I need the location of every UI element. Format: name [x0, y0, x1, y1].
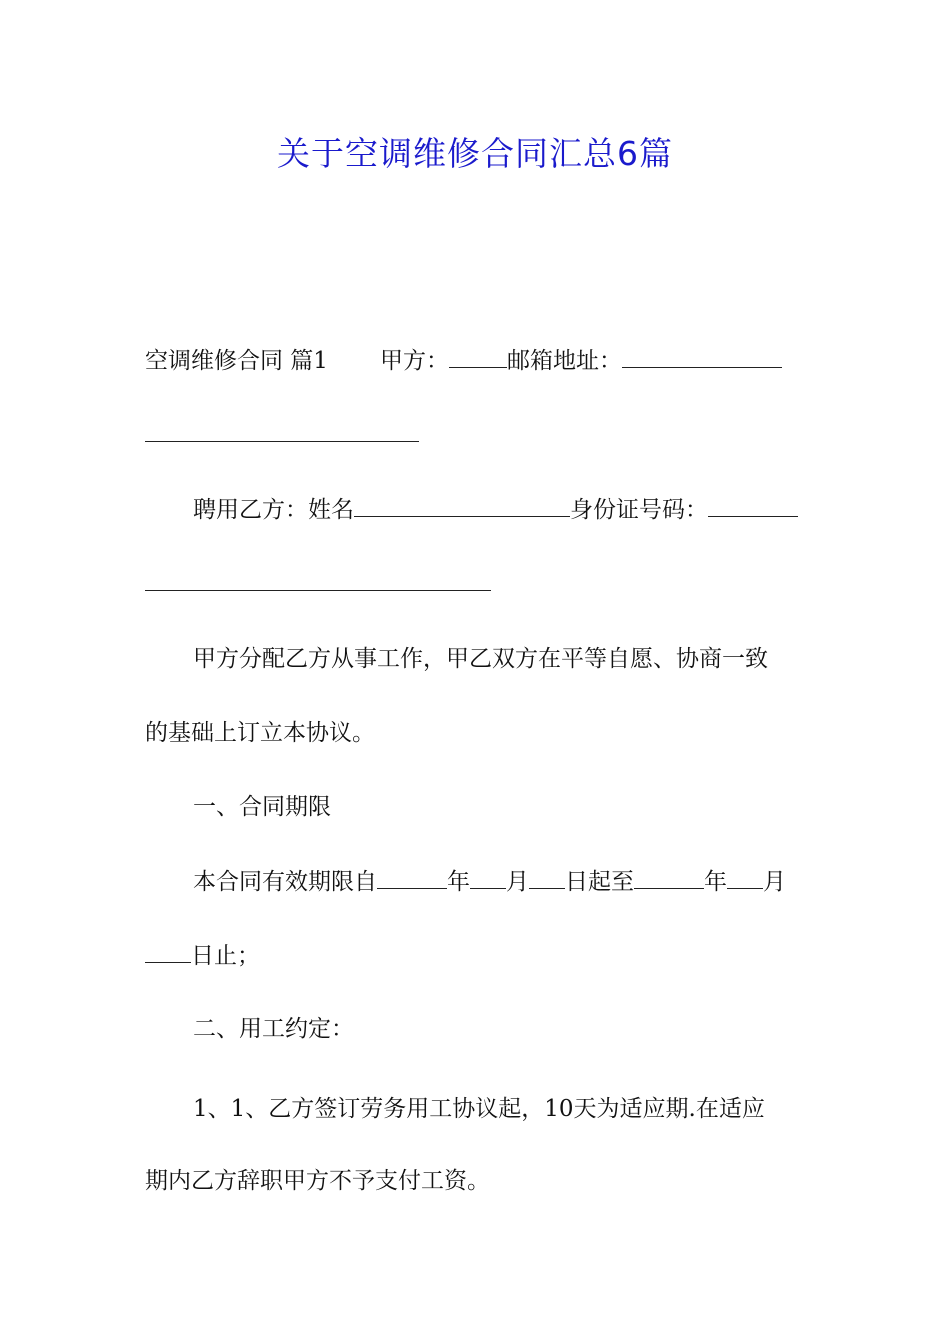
- party-b-line: [193, 494, 807, 525]
- id-number-label: 身份证号码：: [570, 497, 708, 523]
- end-month-label: 月: [763, 869, 786, 895]
- end-day-blank: [145, 940, 191, 963]
- end-year-label: 年: [704, 869, 727, 895]
- probation-clause-line-1: 1、1、乙方签订劳务用工协议起，10天为适应期.在适应: [193, 1096, 765, 1122]
- contract-term-end-line: [145, 940, 807, 971]
- start-year-blank: [377, 866, 447, 889]
- party-a-blank: [449, 345, 507, 368]
- mail-address-label: 邮箱地址：: [506, 348, 622, 374]
- section-employment-terms: 二、用工约定：: [193, 1016, 354, 1042]
- start-day-blank: [529, 866, 565, 889]
- agreement-intro-line-1: 甲方分配乙方从事工作，甲乙双方在平等自愿、协商一致: [193, 646, 768, 672]
- end-month-blank: [727, 866, 763, 889]
- party-b-name-label: 聘用乙方：姓名: [193, 497, 354, 523]
- section-contract-term: 一、合同期限: [193, 794, 331, 820]
- probation-clause-line-2: 期内乙方辞职甲方不予支付工资。: [145, 1168, 490, 1194]
- document-title: 关于空调维修合同汇总6篇: [277, 134, 673, 173]
- party-b-name-blank: [354, 494, 570, 517]
- contract-heading: 空调维修合同 篇1: [145, 348, 328, 374]
- contract-header-line: [145, 345, 807, 376]
- mail-address-blank: [622, 345, 782, 368]
- end-day-label: 日止；: [191, 943, 260, 969]
- start-month-blank: [470, 866, 506, 889]
- term-start-label: 本合同有效期限自: [193, 869, 377, 895]
- start-year-label: 年: [447, 869, 470, 895]
- start-month-label: 月: [506, 869, 529, 895]
- agreement-intro-line-2: 的基础上订立本协议。: [145, 720, 375, 746]
- mail-address-blank-continued: [145, 441, 419, 442]
- id-number-blank: [708, 494, 798, 517]
- end-year-blank: [634, 866, 704, 889]
- party-a-label: 甲方：: [379, 348, 449, 374]
- start-day-label: 日起至: [565, 869, 634, 895]
- id-number-blank-continued: [145, 590, 491, 591]
- contract-term-line: [193, 866, 807, 897]
